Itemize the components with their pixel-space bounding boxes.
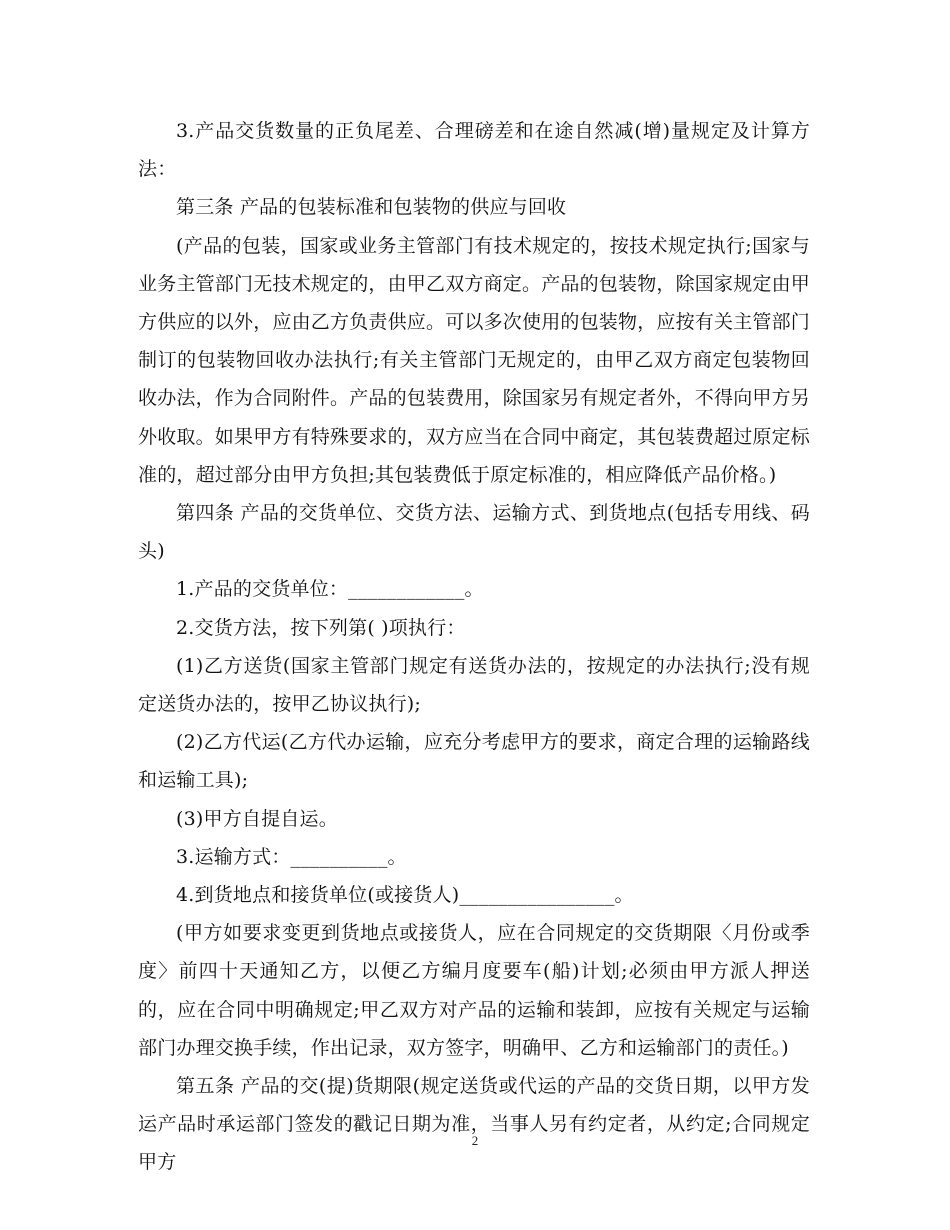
paragraph-option-3: (3)甲方自提自运。 [176,807,338,830]
paragraph-destination: 4.到货地点和接货单位(或接货人)________________。 [176,884,634,907]
document-body [138,112,810,1182]
paragraph-transport-mode: 3.运输方式：__________。 [176,845,407,868]
paragraph-option-1: (1)乙方送货(国家主管部门规定有送货办法的，按规定的办法执行;没有规定送货办法的，按甲乙协议执行); [138,654,810,716]
paragraph-destination-change: (甲方如要求变更到货地点或接货人，应在合同规定的交货期限〈月份或季度〉前四十天通知乙方，以便乙方编月度要车(船)计划;必须由甲方派人押送的，应在合同中明确规定;甲乙双方对产品的运输和装卸，应按有关规定与运输部门办理交换手续，作出记录，双方签字，明确甲、乙方和运输部门的责任。) [138,922,810,1059]
paragraph-packaging: (产品的包装，国家或业务主管部门有技术规定的，按技术规定执行;国家与业务主管部门无技术规定的，由甲乙双方商定。产品的包装物，除国家规定由甲方供应的以外，应由乙方负责供应。可以多次使用的包装物，应按有关主管部门制订的包装物回收办法执行;有关主管部门无规定的，由甲乙双方商定包装物回收办法，作为合同附件。产品的包装费用，除国家另有规定者外，不得向甲方另外收取。如果甲方有特殊要求的，双方应当在合同中商定，其包装费超过原定标准的，超过部分由甲方负担;其包装费低于原定标准的，相应降低产品价格。) [138,234,811,486]
paragraph-option-2: (2)乙方代运(乙方代办运输，应充分考虑甲方的要求，商定合理的运输路线和运输工具); [138,731,810,792]
page-number: 2 [471,1133,479,1148]
heading-article-4: 第四条 产品的交货单位、交货方法、运输方式、到货地点(包括专用线、码头) [138,502,810,563]
paragraph-delivery-unit: 1.产品的交货单位：____________。 [176,578,484,601]
heading-article-3: 第三条 产品的包装标准和包装物的供应与回收 [176,196,567,219]
paragraph-quantity-tolerance: 3.产品交货数量的正负尾差、合理磅差和在途自然减(增)量规定及计算方法： [138,120,810,181]
paragraph-delivery-method: 2.交货方法，按下列第( )项执行： [176,616,466,639]
heading-article-5: 第五条 产品的交(提)货期限(规定送货或代运的产品的交货日期，以甲方发运产品时承运部门签发的戳记日期为准，当事人另有约定者，从约定;合同规定甲方 [138,1075,810,1174]
